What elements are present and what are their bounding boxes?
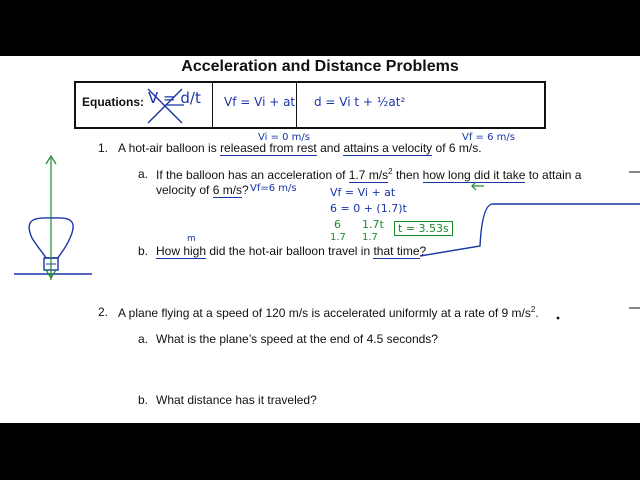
problem-2a-letter: a. [138,332,149,346]
handwritten-answer: t = 3.53s [394,221,453,236]
handwritten-m-mark: m [187,234,196,244]
balloon-sketch [14,156,92,280]
problem-2b-text: What distance has it traveled? [156,393,317,407]
cross-out-mark [148,89,184,123]
problem-2a-text: What is the plane’s speed at the end of 4.5 seconds? [156,332,438,346]
handwritten-step-3-left-denominator: 1.7 [330,232,346,243]
equation-final-velocity: Vf = Vi + at [224,95,296,109]
equation-distance: d = Vi t + ½at² [314,95,406,109]
handwritten-initial-velocity: Vi = 0 m/s [258,132,310,143]
problem-1-number: 1. [98,141,109,155]
problem-1-text: A hot-air balloon is released from rest and attains a velocity of 6 m/s. [118,141,482,155]
handwritten-step-3-left-numerator: 6 [334,218,341,231]
handwritten-final-velocity: Vf = 6 m/s [462,132,515,143]
worksheet-page [0,56,640,423]
equation-velocity: V = d/t [148,89,201,107]
problem-1b-text: How high did the hot-air balloon travel in that time? [156,244,427,258]
stray-dot-mark [557,317,560,320]
handwritten-step-3-right-numerator: 1.7t [362,218,384,231]
graph-stroke [420,204,640,256]
problem-1a-text-line2: velocity of 6 m/s? [156,183,249,197]
problem-1a-letter: a. [138,167,149,181]
page-title: Acceleration and Distance Problems [181,58,459,75]
problem-1b-letter: b. [138,244,149,258]
handwritten-final-velocity-2: Vf=6 m/s [250,183,297,194]
annotation-drawings [0,56,640,423]
handwritten-step-1: Vf = Vi + at [330,186,396,199]
problem-1a-text: If the balloon has an acceleration of 1.7 $m/s^2$ then how long did it take to attain a [156,167,582,182]
problem-2b-letter: b. [138,393,149,407]
problem-2-number: 2. [98,305,109,319]
green-arrow-mark [472,182,484,190]
handwritten-step-2: 6 = 0 + (1.7)t [330,202,407,215]
equations-label: Equations: [82,95,144,109]
handwritten-step-3-right-denominator: 1.7 [362,232,378,243]
problem-2-text: A plane flying at a speed of 120 m/s is accelerated uniformly at a rate of 9 $m/s^2$. [118,305,539,320]
